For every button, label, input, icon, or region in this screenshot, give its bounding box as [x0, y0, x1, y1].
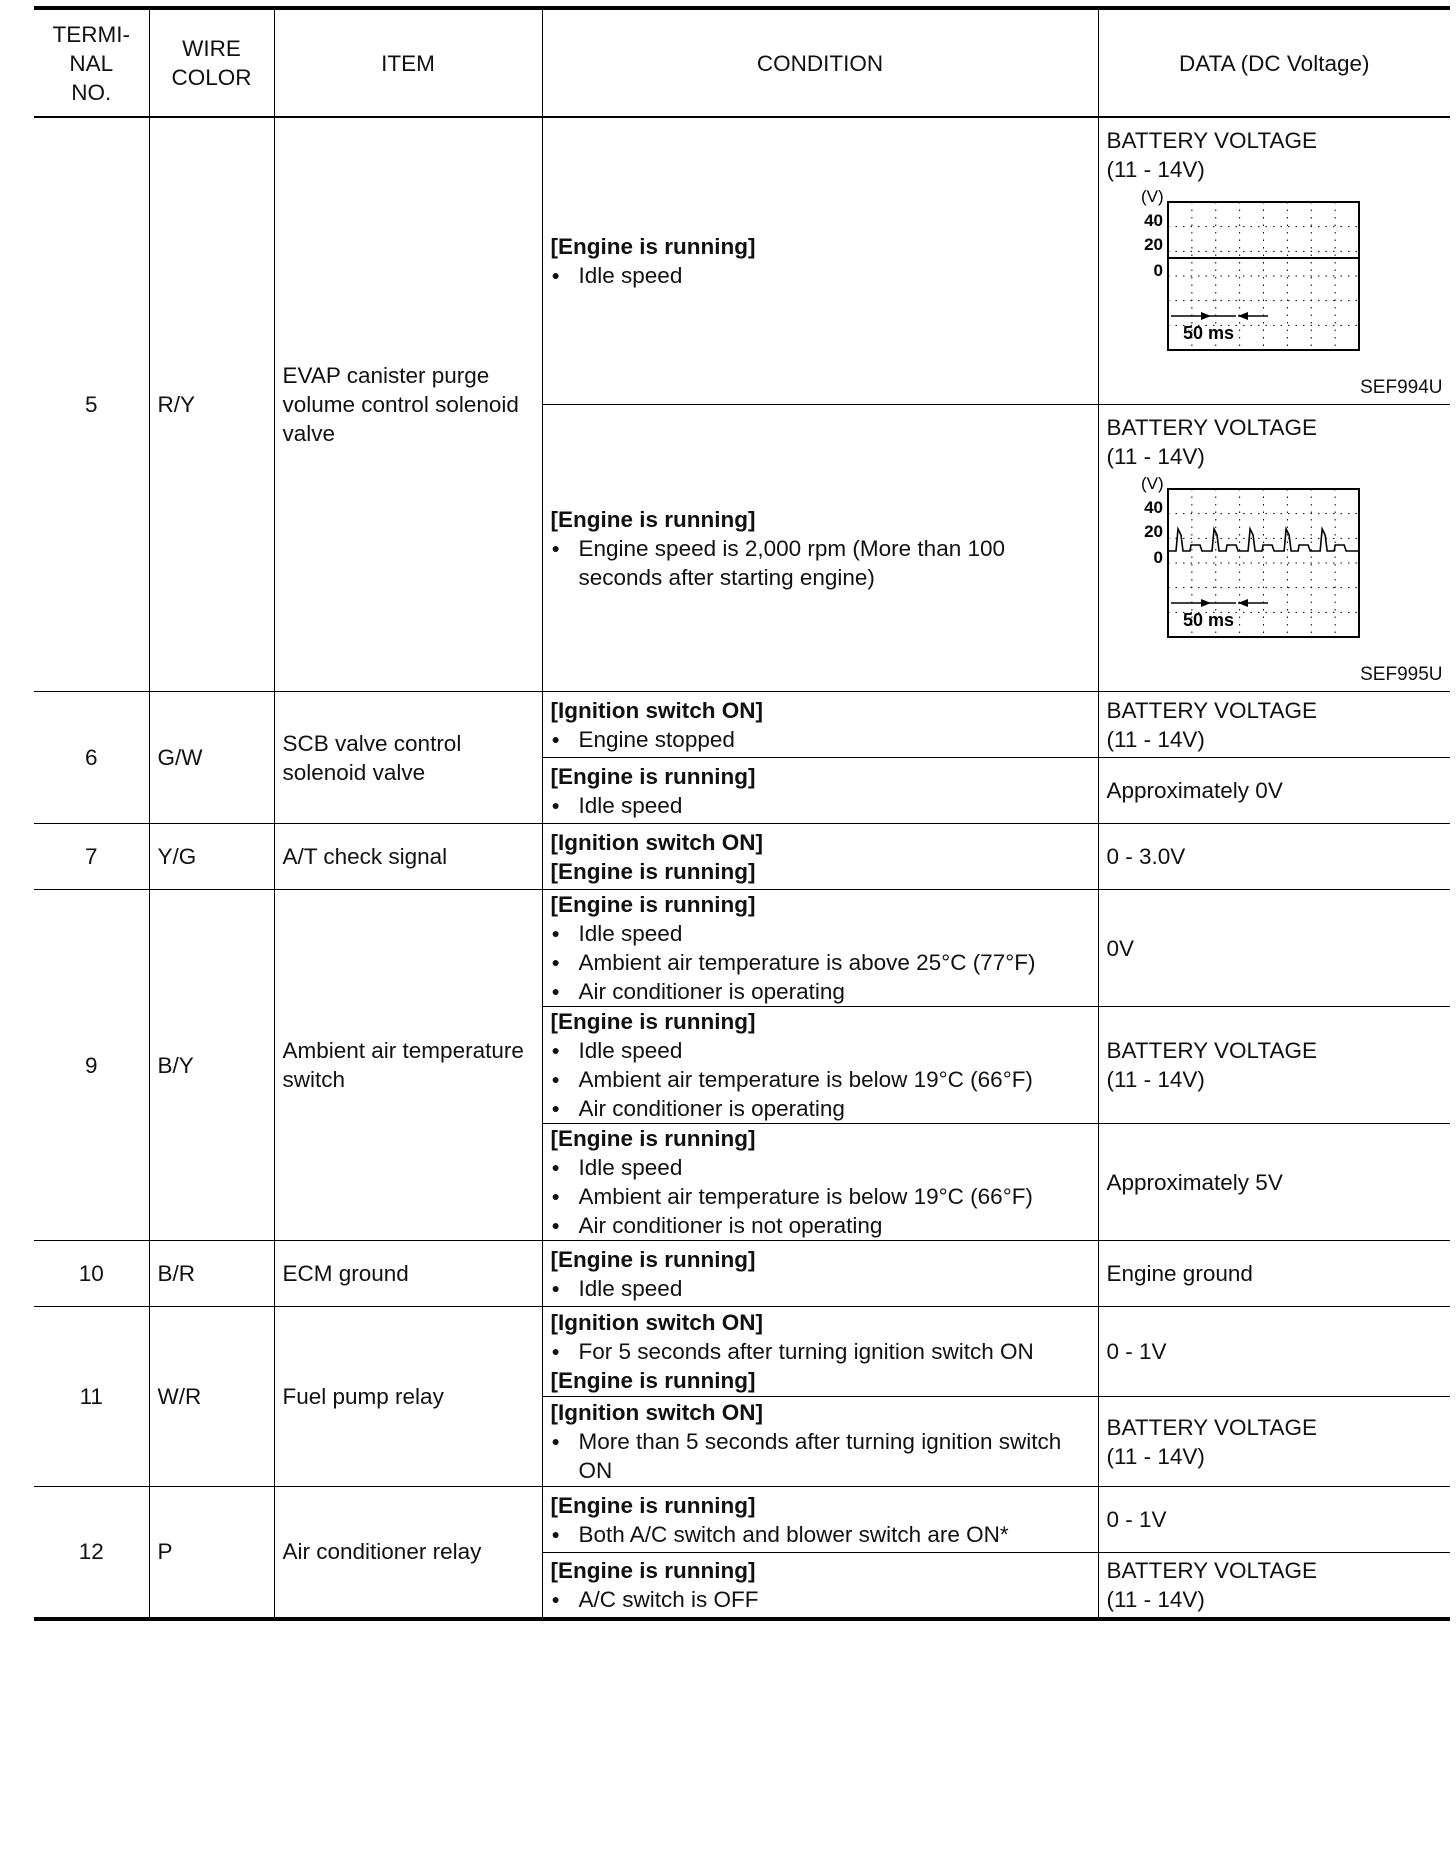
condition-title: [Engine is running] [550, 892, 756, 917]
waveform-figure-code: SEF995U [1360, 664, 1443, 685]
data-value-line: (11 - 14V) [1106, 1443, 1205, 1469]
condition-title: [Engine is running] [550, 234, 756, 259]
waveform-y-tick: 0 [1153, 548, 1163, 567]
data-value [1107, 1505, 1443, 1534]
waveform-y-tick: 20 [1143, 522, 1163, 541]
wire-color: P [149, 1487, 274, 1619]
header-condition: CONDITION [542, 8, 1098, 117]
data-cell [1098, 824, 1450, 890]
waveform-unit-label: (V) [1140, 474, 1164, 493]
condition-block [551, 1245, 1090, 1303]
bullet-dot-icon: ● [551, 267, 560, 283]
bullet-dot-icon: ● [551, 983, 560, 999]
item-name: SCB valve control solenoid valve [274, 692, 542, 824]
data-value-line: BATTERY VOLTAGE [1106, 1414, 1317, 1440]
data-value-line: Approximately 5V [1106, 1169, 1283, 1195]
condition-bullet-text: More than 5 seconds after turning ignition switch ON [578, 1429, 1062, 1483]
bullet-dot-icon: ● [551, 1042, 560, 1058]
condition-bullet [551, 1065, 1090, 1094]
bullet-dot-icon: ● [551, 1217, 560, 1233]
condition-cell [542, 1487, 1098, 1553]
condition-bullet-text: Idle speed [578, 263, 683, 288]
condition-bullet [551, 1337, 1090, 1366]
condition-title: [Engine is running] [550, 1246, 756, 1272]
condition-bullet [551, 1520, 1090, 1549]
data-cell [1098, 692, 1450, 758]
terminal-data-sheet [34, 6, 1450, 1621]
header-data: DATA (DC Voltage) [1098, 8, 1450, 117]
terminal-number: 7 [34, 824, 149, 890]
waveform-y-tick: 40 [1143, 211, 1163, 230]
header-terminal-line: TERMI- [52, 21, 130, 47]
condition-title: [Engine is running] [550, 1492, 756, 1518]
wire-color: W/R [149, 1307, 274, 1487]
data-value-line: Engine ground [1106, 1261, 1253, 1286]
data-cell [1098, 1124, 1450, 1241]
data-cell [1098, 1397, 1450, 1487]
condition-title: [Engine is running] [550, 1009, 756, 1034]
condition-cell [542, 890, 1098, 1007]
condition-bullet [551, 1182, 1090, 1211]
item-name: Fuel pump relay [274, 1307, 542, 1487]
data-cell [1098, 1553, 1450, 1619]
condition-block [551, 1491, 1090, 1549]
bullet-dot-icon: ● [551, 1433, 560, 1449]
data-value-line: Approximately 0V [1106, 778, 1283, 803]
header-terminal-line: NAL [69, 50, 114, 76]
bullet-dot-icon: ● [551, 1590, 560, 1607]
bullet-dot-icon: ● [551, 796, 560, 813]
table-row [34, 1241, 1450, 1307]
condition-bullet [551, 1036, 1090, 1065]
waveform-figure [1107, 184, 1443, 404]
condition-block [551, 1124, 1090, 1240]
item-name: ECM ground [274, 1241, 542, 1307]
data-value [1107, 776, 1443, 805]
condition-bullet [551, 977, 1090, 1006]
condition-title: [Engine is running] [550, 506, 756, 532]
condition-bullet [551, 725, 1090, 754]
bullet-dot-icon: ● [551, 1159, 560, 1175]
table-row [34, 824, 1450, 890]
condition-bullet [551, 261, 1090, 290]
data-value [1107, 126, 1443, 404]
condition-bullet [551, 1211, 1090, 1240]
condition-bullet-text: For 5 seconds after turning ignition switch ON [578, 1339, 1034, 1364]
bullet-dot-icon: ● [551, 954, 560, 970]
table-row [34, 692, 1450, 758]
data-value [1107, 934, 1443, 963]
data-value-line: BATTERY VOLTAGE [1106, 128, 1317, 153]
terminal-number: 11 [34, 1307, 149, 1487]
header-wire-color [149, 8, 274, 117]
table-header [34, 8, 1450, 117]
table-row [34, 1307, 1450, 1397]
bullet-dot-icon: ● [551, 1071, 560, 1087]
waveform-figure [1107, 471, 1443, 691]
waveform-y-tick: 0 [1153, 261, 1163, 280]
data-value-line: (11 - 14V) [1106, 1067, 1205, 1092]
terminal-number: 5 [34, 117, 149, 692]
header-wire-line: COLOR [171, 65, 252, 90]
data-value-line: 0 - 1V [1106, 1339, 1167, 1364]
data-cell [1098, 758, 1450, 824]
header-terminal-no [34, 8, 149, 117]
condition-cell [542, 1397, 1098, 1487]
condition-bullet-text: Idle speed [578, 921, 683, 946]
waveform-graph [1107, 471, 1443, 671]
data-cell [1098, 1487, 1450, 1553]
condition-bullet [551, 1274, 1090, 1303]
condition-bullet [551, 1585, 1090, 1614]
data-value [1107, 1413, 1443, 1471]
condition-block [551, 696, 1090, 754]
data-value-line: BATTERY VOLTAGE [1106, 697, 1317, 723]
bullet-dot-icon: ● [551, 1279, 560, 1296]
waveform-graph [1107, 184, 1443, 384]
wire-color: B/Y [149, 890, 274, 1241]
condition-bullet [551, 1427, 1090, 1485]
data-cell [1098, 890, 1450, 1007]
item-name: EVAP canister purge volume control solenoid valve [274, 117, 542, 692]
condition-title: [Ignition switch ON] [550, 1400, 763, 1425]
condition-bullet [551, 1153, 1090, 1182]
condition-block [551, 762, 1090, 820]
condition-bullet-text: Both A/C switch and blower switch are ON* [578, 1521, 1009, 1547]
data-value [1107, 696, 1443, 754]
table-row [34, 1487, 1450, 1553]
terminal-number: 6 [34, 692, 149, 824]
waveform-time-arrowhead [1201, 312, 1211, 320]
wire-color: R/Y [149, 117, 274, 692]
condition-block [551, 1556, 1090, 1614]
condition-title: [Engine is running] [550, 1557, 756, 1583]
header-wire-line: WIRE [182, 36, 241, 61]
condition-block [551, 1308, 1090, 1395]
data-value [1107, 1036, 1443, 1094]
condition-bullet [551, 791, 1090, 820]
data-cell [1098, 117, 1450, 405]
waveform-figure-code: SEF994U [1360, 377, 1443, 398]
terminal-number: 12 [34, 1487, 149, 1619]
data-value [1107, 1556, 1443, 1614]
ecm-terminal-table [34, 6, 1450, 1621]
terminal-number: 9 [34, 890, 149, 1241]
condition-title: [Ignition switch ON] [550, 1310, 763, 1335]
condition-cell [542, 117, 1098, 405]
condition-bullet-text: Air conditioner is operating [578, 979, 845, 1004]
waveform-unit-label: (V) [1140, 187, 1164, 206]
condition-bullet-text: Idle speed [578, 1038, 683, 1063]
data-value-line: 0 - 1V [1106, 1507, 1167, 1532]
condition-bullet-text: Ambient air temperature is below 19°C (66°F) [578, 1067, 1033, 1092]
data-value [1107, 1259, 1443, 1288]
condition-bullet-text: Engine stopped [578, 726, 735, 752]
table-row [34, 890, 1450, 1007]
data-value [1107, 1337, 1443, 1366]
data-value-line: BATTERY VOLTAGE [1106, 1557, 1317, 1583]
item-name: Air conditioner relay [274, 1487, 542, 1619]
condition-block [551, 505, 1090, 592]
condition-bullet-text: Idle speed [578, 1275, 683, 1301]
waveform-time-arrowhead [1201, 599, 1211, 607]
condition-bullet-text: Idle speed [578, 792, 683, 818]
condition-title: [Engine is running] [550, 858, 756, 884]
data-value-line: (11 - 14V) [1106, 444, 1205, 469]
waveform-trace [1168, 529, 1359, 551]
condition-block [551, 1007, 1090, 1123]
condition-bullet-text: Ambient air temperature is below 19°C (66°F) [578, 1184, 1033, 1209]
item-name: Ambient air temperature switch [274, 890, 542, 1241]
data-cell [1098, 405, 1450, 692]
data-cell [1098, 1307, 1450, 1397]
item-name: A/T check signal [274, 824, 542, 890]
condition-title: [Ignition switch ON] [550, 697, 763, 723]
condition-bullet [551, 919, 1090, 948]
condition-bullet [551, 1094, 1090, 1123]
condition-cell [542, 692, 1098, 758]
data-cell [1098, 1241, 1450, 1307]
wire-color: G/W [149, 692, 274, 824]
terminal-number: 10 [34, 1241, 149, 1307]
condition-cell [542, 1307, 1098, 1397]
wire-color: Y/G [149, 824, 274, 890]
wire-color: B/R [149, 1241, 274, 1307]
condition-bullet [551, 948, 1090, 977]
bullet-dot-icon: ● [551, 1525, 560, 1542]
condition-block [551, 232, 1090, 290]
data-value [1107, 1168, 1443, 1197]
data-value [1107, 413, 1443, 691]
table-body [34, 117, 1450, 1619]
condition-block [551, 1398, 1090, 1485]
condition-title: [Engine is running] [550, 763, 756, 789]
bullet-dot-icon: ● [551, 1100, 560, 1116]
condition-cell [542, 1007, 1098, 1124]
condition-bullet-text: A/C switch is OFF [578, 1586, 759, 1612]
condition-block [551, 828, 1090, 886]
bullet-dot-icon: ● [551, 1188, 560, 1204]
data-value-line: BATTERY VOLTAGE [1106, 415, 1317, 440]
waveform-time-label: 50 ms [1182, 323, 1234, 343]
data-value-line: (11 - 14V) [1106, 157, 1205, 182]
data-value-line: (11 - 14V) [1106, 726, 1205, 752]
condition-bullet [551, 534, 1090, 592]
condition-block [551, 890, 1090, 1006]
table-row [34, 117, 1450, 405]
condition-cell [542, 1241, 1098, 1307]
bullet-dot-icon: ● [551, 1343, 560, 1359]
condition-cell [542, 405, 1098, 692]
data-value-line: 0V [1106, 935, 1135, 961]
condition-bullet-text: Ambient air temperature is above 25°C (77°F) [578, 950, 1036, 975]
data-cell [1098, 1007, 1450, 1124]
condition-bullet-text: Air conditioner is operating [578, 1096, 845, 1121]
bullet-dot-icon: ● [551, 925, 560, 941]
condition-title: [Ignition switch ON] [550, 829, 763, 855]
condition-title: [Engine is running] [550, 1368, 756, 1393]
data-value [1107, 842, 1443, 871]
condition-title: [Engine is running] [550, 1126, 756, 1151]
header-terminal-line: NO. [71, 79, 112, 105]
waveform-y-tick: 40 [1143, 498, 1163, 517]
waveform-time-label: 50 ms [1182, 610, 1234, 630]
condition-bullet-text: Engine speed is 2,000 rpm (More than 100 seconds after starting engine) [578, 535, 1006, 590]
bullet-dot-icon: ● [551, 730, 560, 747]
condition-cell [542, 1553, 1098, 1619]
condition-bullet-text: Air conditioner is not operating [578, 1213, 883, 1238]
condition-cell [542, 758, 1098, 824]
data-value-line: (11 - 14V) [1106, 1586, 1205, 1612]
waveform-y-tick: 20 [1143, 235, 1163, 254]
condition-bullet-text: Idle speed [578, 1155, 683, 1180]
condition-cell [542, 824, 1098, 890]
header-item: ITEM [274, 8, 542, 117]
data-value-line: 0 - 3.0V [1106, 844, 1186, 869]
bullet-dot-icon: ● [551, 539, 560, 556]
condition-cell [542, 1124, 1098, 1241]
data-value-line: BATTERY VOLTAGE [1106, 1038, 1317, 1063]
